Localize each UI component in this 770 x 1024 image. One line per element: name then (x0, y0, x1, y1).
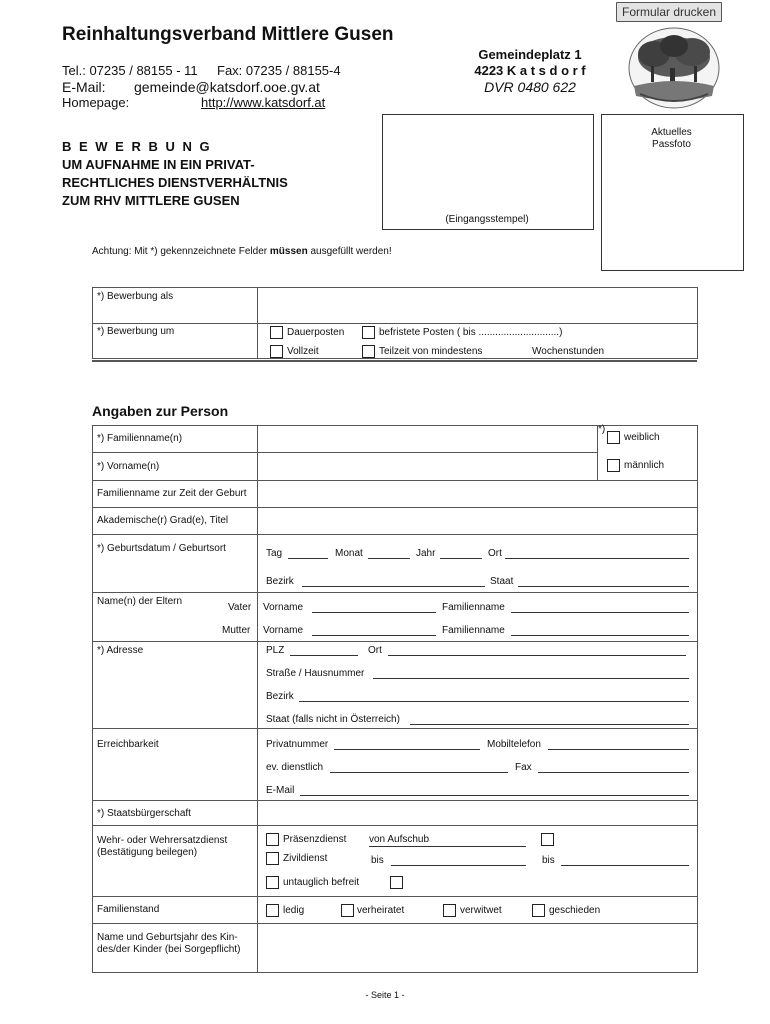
familienstand-label: Familienstand (97, 904, 160, 915)
adresse-ort-label: Ort (368, 645, 382, 656)
address-block (470, 47, 590, 95)
address-city: 4223 K a t s d o r f (474, 63, 586, 78)
adresse-bezirk-label: Bezirk (266, 691, 294, 702)
mobiltelefon-label: Mobiltelefon (487, 739, 541, 750)
vollzeit-label: Vollzeit (287, 346, 319, 357)
municipality-logo (626, 24, 722, 112)
kinder-label-line-1: Name und Geburtsjahr des Kin- (97, 932, 238, 943)
verheiratet-checkbox[interactable] (341, 904, 354, 917)
email-label: E-Mail: (62, 79, 106, 95)
table-divider (92, 896, 697, 897)
mutter-familienname-label: Familienname (442, 625, 505, 636)
heading-line-3: RECHTLICHES DIENSTVERHÄLTNIS (62, 175, 288, 190)
untauglich-label: untauglich befreit (283, 877, 360, 888)
table-divider (92, 592, 697, 593)
dauerposten-label: Dauerposten (287, 327, 345, 338)
adresse-bezirk-field[interactable] (299, 701, 689, 702)
adresse-label: *) Adresse (97, 645, 144, 656)
staat-label: Staat (490, 576, 514, 587)
vater-familienname-label: Familienname (442, 602, 505, 613)
dauerposten-checkbox[interactable] (270, 326, 283, 339)
geschieden-label: geschieden (549, 905, 601, 916)
fax-label: Fax (515, 762, 532, 773)
bis-field-2[interactable] (561, 865, 689, 866)
tel-text: Tel.: 07235 / 88155 - 11 (62, 63, 198, 78)
geburt-label: *) Geburtsdatum / Geburtsort (97, 543, 226, 554)
teilzeit-checkbox[interactable] (362, 345, 375, 358)
wehrdienst-label-line-2: (Bestätigung beilegen) (97, 847, 198, 858)
table-divider (92, 728, 697, 729)
maennlich-checkbox[interactable] (607, 459, 620, 472)
mutter-vorname-field[interactable] (312, 635, 436, 636)
page-number: - Seite 1 - (365, 990, 405, 1000)
verwitwet-checkbox[interactable] (443, 904, 456, 917)
homepage-link[interactable]: http://www.katsdorf.at (201, 95, 326, 110)
verwitwet-label: verwitwet (460, 905, 502, 916)
person-section-title: Angaben zur Person (92, 403, 229, 419)
verheiratet-label: verheiratet (357, 905, 405, 916)
zivildienst-checkbox[interactable] (266, 852, 279, 865)
vorname-field[interactable] (258, 453, 596, 479)
required-fields-note (92, 246, 392, 257)
note-suffix: ausgefüllt werden! (307, 246, 392, 257)
table-divider (92, 825, 697, 826)
stamp-box (382, 114, 594, 230)
kinder-label-line-2: des/der Kinder (bei Sorgepflicht) (97, 944, 241, 955)
vater-label: Vater (228, 602, 252, 613)
vorname-label: *) Vorname(n) (97, 461, 160, 472)
bis-label-2: bis (542, 855, 555, 866)
vater-familienname-field[interactable] (511, 612, 689, 613)
wochenstunden-label: Wochenstunden (532, 346, 605, 357)
dienstlich-field[interactable] (330, 772, 508, 773)
monat-field[interactable] (368, 558, 410, 559)
photo-label-line-1: Aktuelles (651, 127, 692, 138)
aufschub-label: von Aufschub (369, 834, 430, 845)
plz-label: PLZ (266, 645, 285, 656)
bewerbung-um-label: *) Bewerbung um (97, 326, 175, 337)
mutter-familienname-field[interactable] (511, 635, 689, 636)
mutter-vorname-label: Vorname (263, 625, 304, 636)
address-street: Gemeindeplatz 1 (478, 47, 582, 62)
table-divider (92, 360, 697, 362)
note-emphasis: müssen (269, 246, 308, 257)
mutter-label: Mutter (222, 625, 251, 636)
mobiltelefon-field[interactable] (548, 749, 689, 750)
untauglich-checkbox[interactable] (266, 876, 279, 889)
table-divider (92, 323, 697, 324)
geburtsbezirk-field[interactable] (302, 586, 485, 587)
staat-ausland-field[interactable] (410, 724, 689, 725)
vater-vorname-label: Vorname (263, 602, 304, 613)
kinder-field[interactable] (258, 924, 696, 970)
homepage-label: Homepage: (62, 95, 130, 110)
befristet-checkbox[interactable] (362, 326, 375, 339)
praesenzdienst-label: Präsenzdienst (283, 834, 347, 845)
eltern-label: Name(n) der Eltern (97, 596, 183, 607)
strasse-label: Straße / Hausnummer (266, 668, 365, 679)
heading-line-2: UM AUFNAHME IN EIN PRIVAT- (62, 157, 255, 172)
jahr-field[interactable] (440, 558, 482, 559)
weiblich-checkbox[interactable] (607, 431, 620, 444)
staatsbuergerschaft-label: *) Staatsbürgerschaft (97, 808, 191, 819)
ort-label: Ort (488, 548, 502, 559)
heading-line-4: ZUM RHV MITTLERE GUSEN (62, 193, 240, 208)
wehrdienst-label-line-1: Wehr- oder Wehrersatzdienst (97, 835, 228, 846)
geburtsstaat-field[interactable] (518, 586, 689, 587)
table-divider (92, 534, 697, 535)
jahr-label: Jahr (416, 548, 436, 559)
geburtsname-label: Familienname zur Zeit der Geburt (97, 488, 247, 499)
tag-label: Tag (266, 548, 283, 559)
geburtsort-field[interactable] (505, 558, 689, 559)
bezirk-label: Bezirk (266, 576, 294, 587)
familienname-field[interactable] (258, 426, 596, 452)
ledig-checkbox[interactable] (266, 904, 279, 917)
weiblich-label: weiblich (624, 432, 660, 443)
staatsbuergerschaft-field[interactable] (258, 801, 696, 825)
gender-required-marker: *) (598, 424, 606, 435)
tag-field[interactable] (288, 558, 328, 559)
bis-label: bis (371, 855, 384, 866)
aufschub-checkbox[interactable] (541, 833, 554, 846)
print-form-button[interactable]: Formular drucken (616, 2, 722, 22)
email-field-label: E-Mail (266, 785, 295, 796)
maennlich-label: männlich (624, 460, 665, 471)
plz-field[interactable] (290, 655, 358, 656)
dvr-number: DVR 0480 622 (484, 79, 576, 95)
privatnummer-label: Privatnummer (266, 739, 329, 750)
privatnummer-field[interactable] (334, 749, 480, 750)
titel-label: Akademische(r) Grad(e), Titel (97, 515, 229, 526)
org-title: Reinhaltungsverband Mittlere Gusen (62, 24, 394, 45)
monat-label: Monat (335, 548, 363, 559)
email-value: gemeinde@katsdorf.ooe.gv.at (134, 79, 320, 95)
bewerbung-als-field[interactable] (258, 288, 696, 322)
befristet-label: befristete Posten ( bis .............................) (379, 327, 563, 338)
teilzeit-label: Teilzeit von mindestens (379, 346, 483, 357)
heading-line-1: B E W E R B U N G (62, 139, 212, 154)
fax-field[interactable] (538, 772, 689, 773)
photo-label-line-2: Passfoto (652, 139, 691, 150)
adresse-ort-field[interactable] (388, 655, 686, 656)
vater-vorname-field[interactable] (312, 612, 436, 613)
bewerbung-als-label: *) Bewerbung als (97, 291, 174, 302)
erreichbarkeit-label: Erreichbarkeit (97, 739, 159, 750)
zivildienst-label: Zivildienst (283, 853, 328, 864)
titel-field[interactable] (258, 508, 696, 534)
vollzeit-checkbox[interactable] (270, 345, 283, 358)
strasse-field[interactable] (373, 678, 689, 679)
geschieden-checkbox[interactable] (532, 904, 545, 917)
table-divider (92, 641, 697, 642)
dienstlich-label: ev. dienstlich (266, 762, 324, 773)
zivil-bis-field[interactable] (391, 865, 526, 866)
stamp-box-label: (Eingangsstempel) (445, 214, 529, 225)
befreit-checkbox[interactable] (390, 876, 403, 889)
geburtsname-field[interactable] (258, 481, 696, 507)
ledig-label: ledig (283, 905, 305, 916)
familienname-label: *) Familienname(n) (97, 433, 183, 444)
note-prefix: Achtung: Mit *) gekennzeichnete Felder (92, 246, 270, 257)
fax-text: Fax: 07235 / 88155-4 (217, 63, 341, 78)
email-input-field[interactable] (300, 795, 689, 796)
staat-ausland-label: Staat (falls nicht in Österreich) (266, 714, 400, 725)
praesenzdienst-checkbox[interactable] (266, 833, 279, 846)
aufschub-field[interactable] (369, 846, 526, 847)
form-heading (62, 138, 288, 210)
